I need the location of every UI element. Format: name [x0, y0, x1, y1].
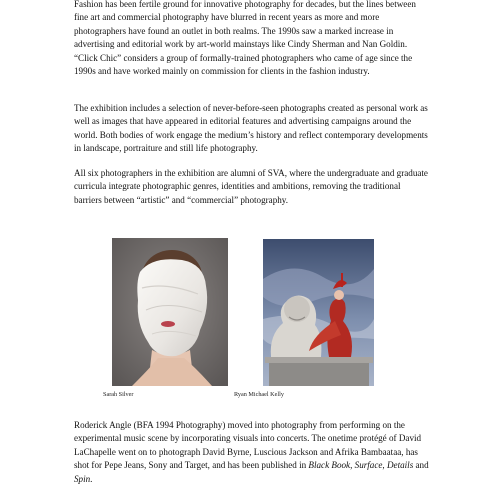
lion-statue-image — [263, 239, 374, 386]
intro-paragraph: Fashion has been fertile ground for innovative photography for decades, but the lines between fine art and commercial photography have blurred in recent years as more and more photographers have found an outlet in both realms. The 1990s saw a marked increase in advertising and editorial work by art-world mainstays like Cindy Sherman and Nan Goldin. “Click Chic” considers a group of formally-trained photographers who came of age since the 1990s and have worked mainly on commission for clients in the fashion industry. — [74, 0, 416, 77]
paragraph-text: Roderick Angle (BFA 1994 Photography) moved into photography from performing on the experimental music scene by incorporating visuals into concerts. The onetime protégé of David LaChapelle went on to photograph David Byrne, Luscious Jackson and Afrika Bambaataa, has shot for Pepe Jeans, Sony and Target, and has been published in — [74, 420, 422, 471]
separator: , — [350, 460, 355, 471]
publication-black-book: Black Book — [308, 460, 351, 471]
publication-details: Details — [386, 460, 414, 471]
publication-spin: Spin — [74, 473, 91, 484]
publication-surface: Surface — [354, 460, 383, 471]
photo-caption-left: Sarah Silver — [103, 391, 134, 398]
photo-caption-right: Ryan Michael Kelly — [234, 391, 284, 398]
alumni-paragraph: All six photographers in the exhibition are alumni of SVA, where the undergraduate and graduate curricula integrate photographic genres, identities and ambitions, removing the traditional barriers between “artistic” and “commercial” photography. — [74, 168, 428, 205]
paragraph-end: . — [90, 473, 93, 484]
ryan-michael-kelly-photo — [263, 239, 374, 386]
exhibition-paragraph: The exhibition includes a selection of never-before-seen photographs created as personal work as well as images that have appeared in editorial features and advertising campaigns around the world. Both bodies of work engage the medium’s history and reflect contemporary developments in landscape, portraiture and still life photography. — [74, 103, 428, 154]
separator: and — [413, 460, 429, 471]
wrapped-face-image — [112, 238, 228, 386]
separator: , — [382, 460, 387, 471]
sarah-silver-photo — [112, 238, 228, 386]
roderick-angle-paragraph — [74, 419, 430, 486]
